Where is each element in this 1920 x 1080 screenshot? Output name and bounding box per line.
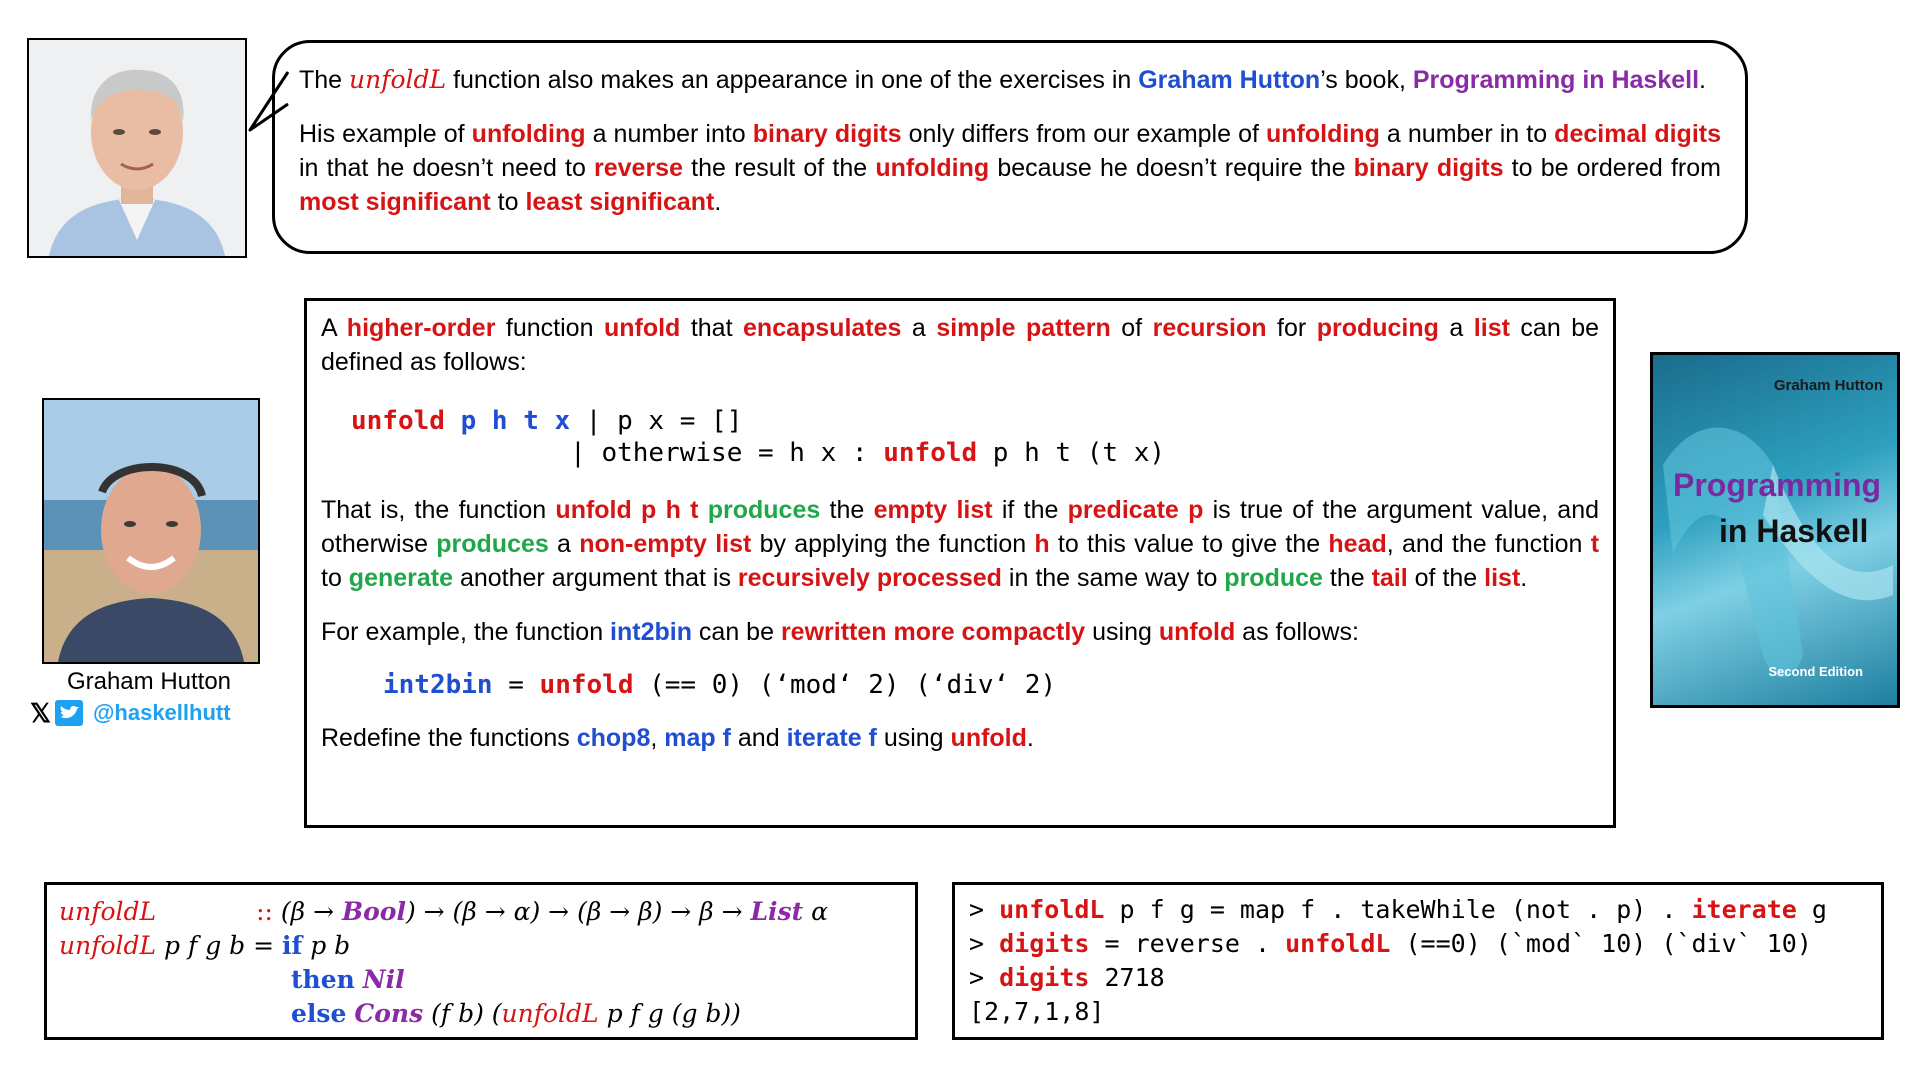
twitter-handle[interactable]: @haskellhutt (92, 700, 231, 725)
unfold-definition-code: unfold p h t x | p x = [] | otherwise = h x : unfold p h t (t x) (351, 406, 1165, 468)
exercise-box (304, 298, 1616, 828)
author-name-link: Graham Hutton (1138, 66, 1321, 94)
exercise-example-intro: For example, the function int2bin can be rewritten more compactly using unfold as follows: (321, 618, 1359, 646)
author-photo-beach (42, 398, 260, 664)
twitter-bird-icon (55, 700, 83, 726)
x-logo-icon: 𝕏 (30, 698, 51, 728)
book-author: Graham Hutton (1773, 377, 1883, 394)
unfoldl-definition-box: unfoldL :: (β → Bool ) → (β → α) → (β → β) → β → List α unfoldL p f g b = if p b then Nil else Cons (f b) ( unfoldL p f g (g b)) (44, 882, 918, 1040)
bubble-paragraph-1: The unfoldL function also makes an appearance in one of the exercises in Graham Hutton’s book, Programming in Haskell. (299, 65, 1706, 94)
exercise-task: Redefine the functions chop8, map f and iterate f using unfold. (321, 724, 1034, 752)
book-edition: Second Edition (1768, 664, 1863, 679)
author-caption: Graham Hutton (66, 668, 232, 695)
social-handle-row[interactable] (30, 698, 231, 728)
book-cover (1650, 352, 1900, 708)
speech-bubble (272, 40, 1748, 254)
unfoldl-term: unfoldL (349, 65, 447, 94)
book-title-line1: Programming (1673, 467, 1882, 503)
bubble-paragraph-2: His example of unfolding a number into binary digits only differs from our example of unfolding a number in to decimal digits in that he doesn’t need to reverse the result of the unfolding because he doesn’t require the binary digits to be ordered from most significant to least significant. (299, 120, 1722, 216)
author-photo-top (27, 38, 247, 258)
exercise-intro: A higher-order function unfold that encapsulates a simple pattern of recursion for producing a list can be defined as follows: (321, 314, 1600, 376)
int2bin-code: int2bin = unfold (== 0) (‘mod‘ 2) (‘div‘ 2) (383, 670, 1057, 700)
book-title-link: Programming in Haskell (1412, 66, 1700, 94)
exercise-explanation: That is, the function unfold p h t produces the empty list if the predicate p is true of the argument value, and otherwise produces a non-empty list by applying the function h to this value to give the head, and the function t to generate another argument that is recursively processed in the same way to produce the tail of the list. (321, 496, 1600, 592)
repl-session-box: > unfoldL p f g = map f . takeWhile (not . p) . iterate g > digits = reverse . unfoldL (==0) (`mod` 10) (`div` 10) > digits 2718 [2,7,1,8] (952, 882, 1884, 1040)
book-title-line2: in Haskell (1719, 513, 1869, 549)
